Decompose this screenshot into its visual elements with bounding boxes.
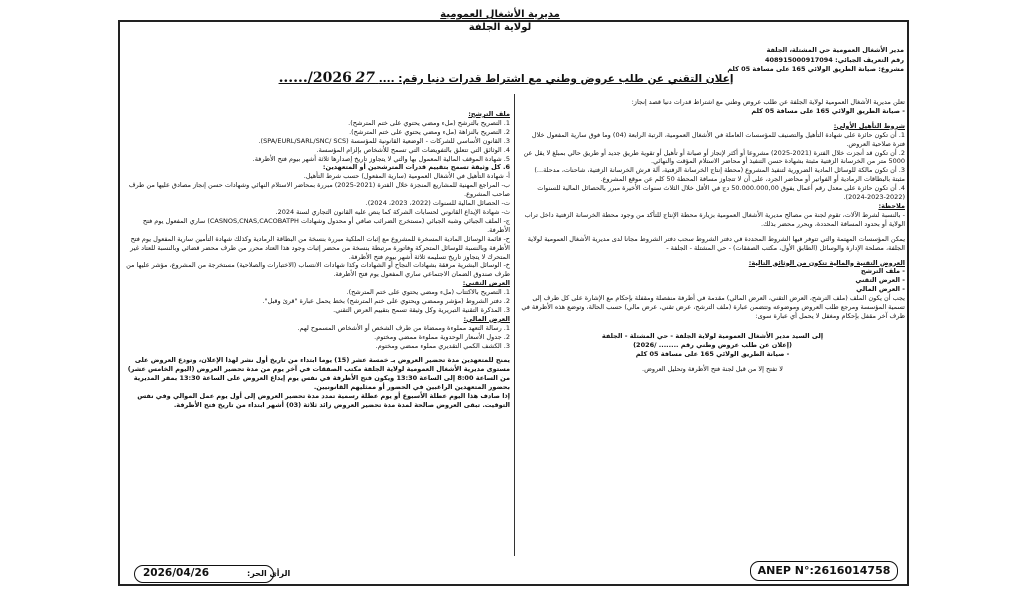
candidacy-item: 2. التصريح بالنزاهة (ملء ومضي يحتوي على ختم المترشح). xyxy=(349,127,510,136)
capacity-item: خ- الوسائل البشرية مرفقة بشهادات النجاح أو الشهادات وكذا شهادات الانتساب (الاختبارات والصلاحية) مستخرجة من المشروع، مؤشر عليها من طرف صندوق الضمان الاجتماعي ساري المفعول يوم فتح الأظرفة. xyxy=(126,261,510,279)
offers-paragraph: يجب أن يكون الملف (ملف الترشح، العرض التقني، العرض المالي) مقدمة في أظرفة منفصلة ومقفلة بإحكام مع الإشارة على كل ظرف إلى تسمية المؤسسة ومرجع طلب العروض وموضوعه وتتضمن عبارة (ملف الترشح، عرض تقني، عرض مالي) حسب الحالة، وتوضع هذه الأظرفة في ظرف آخر مقفل بإحكام ومغفل لا يحمل أي عبارة سوى: xyxy=(521,294,905,320)
offers-heading: العروض التقنية والمالية تتكون من الوثائق التالية: xyxy=(748,258,905,267)
financial-offer-item: 2. جدول الأسعار الوحدوية مملوءة ممضي ومختوم. xyxy=(374,332,510,341)
validity-paragraph: إذا صادف هذا اليوم عطلة الأسبوع أو يوم عطلة رسمية تمدد مدة تحضير العروض إلى أول يوم عمل الموالي وفي نفس التوقيت. تبقى العروض صالحة لمدة مدة تحضير العروض زائد ثلاثة (03) أشهر ابتداء من تاريخ فتح الأظرفة. xyxy=(137,392,510,409)
candidacy-item: 5. شهادة الموقف المالية المعمول بها والتي لا يتجاوز تاريخ إصدارها ثلاثة أشهر بيوم فتح الأظرفة. xyxy=(252,154,510,163)
anep-reference-box xyxy=(750,561,898,581)
candidacy-heading: ملف الترشح: xyxy=(468,110,510,118)
candidacy-item: 3. القانون الأساسي للشركات - الوضعية القانونية للمؤسسة (SPA/EURL/SARL/SNC/ SCS). xyxy=(258,136,510,145)
address-line: إلى السيد مدير الأشغال العمومية لولاية الجلفة - حي المشتلة - الجلفة xyxy=(601,331,824,340)
address-line: - صيانة الطريق الولائي 165 على مسافة 05 كلم xyxy=(635,349,790,358)
left-column xyxy=(126,110,510,562)
offer-list-item: - العرض المالي xyxy=(856,285,905,294)
newspaper-name: :الرأي الحر xyxy=(247,569,291,578)
capacity-item: ت- الحصائل المالية للسنوات (2022، 2023، 2024). xyxy=(365,199,510,208)
eligibility-heading: شروط التأهيل الأولي: xyxy=(833,121,905,130)
title-number: 27 xyxy=(355,70,376,86)
project-line: مشروع: صيانة الطريق الولائي 165 على مسافة 05 كلم xyxy=(727,65,904,73)
ministry-line1: مديرية الأشغال العمومية xyxy=(440,9,560,20)
note-heading: ملاحظة: xyxy=(878,201,905,210)
intro-paragraph: تعلن مديرية الأشغال العمومية لولاية الجلفة عن طلب عروض وطني مع اشتراط قدرات دنيا قصد إنجاز: xyxy=(631,98,905,106)
publication-date-box xyxy=(134,565,291,583)
eligibility-item-1: 1. أن تكون حائزة على شهادة التأهيل والتصنيف للمؤسسات العاملة في الأشغال العمومية، الرتبة الرابعة (04) وما فوق سارية المفعول خلال فترة صلاحية العروض. xyxy=(531,130,905,148)
capacity-item: أ- شهادة التأهيل في الأشغال العمومية (سارية المفعول) حسب شرط التأهيل. xyxy=(303,172,510,181)
title-date: 2026/...... xyxy=(278,70,352,86)
technical-offer-item: 1. التصريح بالاكتتاب (ملء ومضي يحتوي على ختم المترشح). xyxy=(346,288,510,297)
capacity-item: ب- المراجع المهنية للمشاريع المنجزة خلال الفترة (2021-2025) مبررة بمحاضر الاستلام النهائي وشهادات حسن إنجاز مصادق عليها من طرف صاحب المشروع. xyxy=(128,181,510,199)
candidacy-item: 6. كل وثيقة تسمح بتقييم قدرات المترشحين أو المتعهدين: xyxy=(322,163,510,172)
financial-offer-item: 3. الكشف الكمي التقديري مملوء ممضي ومختوم. xyxy=(375,341,510,350)
title-text: إعلان التقني عن طلب عروض وطني مع اشتراط قدرات دنيا رقم: .... xyxy=(378,73,734,85)
candidacy-item: 1. التصريح بالترشح (ملء ومضي يحتوي على ختم المترشح). xyxy=(348,118,510,127)
ministry-line2: لولاية الجلفة xyxy=(468,22,532,33)
anep-number: ANEP N°:2616014758 xyxy=(757,564,891,577)
financial-offer-item: 1. رسالة التعهد مملوءة وممضاة من طرف الشخص أو الأشخاص المسموح لهم. xyxy=(297,323,510,332)
financial-offer-heading: العرض المالي: xyxy=(463,314,510,323)
offer-list-item: - ملف الترشح xyxy=(860,267,905,276)
capacity-item: ج- الملف الجبائي وشبه الجبائي (مستخرج الضرائب صافي أو محدول وشهادات CASNOS,CNAS,CACOBATPH) ساري المفعول يوم فتح الأظرفة. xyxy=(142,216,510,234)
technical-offer-item: 3. المذكرة التقنية التبريرية وكل وثيقة تسمح بتقييم العرض التقني. xyxy=(333,305,510,314)
technical-offer-heading: العرض التقني: xyxy=(462,279,510,288)
technical-offer-item: 2. دفتر الشروط (مؤشر وممضي ويحتوي على ختم المترشح) بخط يحمل عبارة "قرئ وقبل". xyxy=(262,297,510,306)
address-line: (إعلان عن طلب عروض وطني رقم ........ /2026) xyxy=(633,340,792,349)
candidacy-item: 4. الوثائق التي تتعلق بالتفويضات التي تسمح للأشخاص بإلزام المؤسسة. xyxy=(316,145,510,154)
deadline-paragraph: يمنح للمتعهدين مدة تحضير العروض بـ خمسة عشر (15) يوما ابتداء من تاريخ أول نشر لهذا الإعلان، وتودع العروض على مستوى مديرية الأشغال العمومية لولاية الجلفة مكتب الصفقات في آخر يوم من مدة تحضير العروض (اليوم الخامس عشر) من الساعة 8:00 إلى الساعة 13:30 ويكون فتح الأظرفة في نفس يوم إيداع العروض على الساعة 13:30 بمقر المديرية بحضور المتعهدين الراغبين في الحضور أو ممثليهم القانونيين. xyxy=(127,356,510,392)
project-name: - صيانة الطريق الولائي 165 على مسافة 05 كلم xyxy=(751,106,905,115)
note-paragraph-1: - بالنسبة لشرط الآلات، تقوم لجنة من مصالح مديرية الأشغال العمومية بزيارة محطة الإنتاج للتأكد من وجود محطة الخرسانة الزفتية داخل تراب الولاية أو بحدود المسافة المحددة، ويحرر محضر بذلك. xyxy=(524,210,905,228)
column-divider xyxy=(514,94,515,556)
ministry-header xyxy=(420,8,580,34)
eligibility-item-3: 3. أن تكون مالكة للوسائل المادية الضرورية لتنفيذ المشروع (محطة إنتاج الخرسانة الزفتية، آلة فرش الخرسانة الزفتية، شاحنات، مدحلة...) مثبتة بالبطاقات الرمادية أو الفواتير أو محاضر الجرد، على أن لا تتجاوز مسافة المحطة 50 كلم عن موقع المشروع. xyxy=(534,166,905,184)
note-paragraph-2: يمكن المؤسسات المهتمة والتي تتوفر فيها الشروط المحددة في دفتر الشروط سحب دفتر الشروط مجانا لدى مديرية الأشغال العمومية لولاية الجلفة، مصلحة الإدارة والوسائل (الطابق الأول، مكتب الصفقات) - حي المشتلة - الجلفة - xyxy=(527,234,905,252)
eligibility-item-2: 2. أن تكون قد أنجزت خلال الفترة (2021-2025) مشروعا أو أكثر لإنجاز أو صيانة أو تأهيل أو تقوية طريق جديد أو طريق حالي بمبلغ لا يقل عن 5000 متر من الخرسانة الزفتية مثبتة بشهادة حسن التنفيذ أو محاضر الاستلام المؤقت والنهائي. xyxy=(523,148,905,166)
eligibility-item-4: 4. أن تكون حائزة على معدل رقم أعمال يفوق 50.000.000,00 دج في الأقل خلال الثلاث سنوات الأخيرة مبرر بالحصائل المالية للسنوات (2022-2023-2024). xyxy=(537,184,905,202)
authority-address: مدير الأشغال العمومية حي المشتلة، الجلفة xyxy=(766,46,904,54)
offer-list-item: - العرض التقني xyxy=(855,276,905,285)
capacity-item: ث- شهادة الإيداع القانوني لحسابات الشركة كما ينص عليه القانون التجاري لسنة 2024. xyxy=(275,207,510,216)
address-line: لا تفتح إلا من قبل لجنة فتح الأظرفة وتحليل العروض. xyxy=(642,364,783,373)
publication-date: 2026/04/26 xyxy=(143,567,210,579)
right-column xyxy=(520,98,905,564)
tax-id: رقم التعريف الجبائي: 408915000917094 xyxy=(764,55,904,64)
capacity-item: ح- قائمة الوسائل المادية المسخرة للمشروع مع إثبات الملكية مبررة بنسخة من البطاقة الرمادية وكذلك شهادة التأمين سارية المفعول يوم فتح الأظرفة وبالنسبة للوسائل المتحركة وفاتورة مرتبطة بنسخة من محضر إثبات وجود هذا العتاد محرر من طرف محضر قضائي وبالنسبة للعتاد غير المتحرك لا يتجاوز تاريخ تسليمه ثلاثة أشهر بيوم فتح الأظرفة. xyxy=(130,234,510,261)
announcement-title xyxy=(196,70,816,86)
